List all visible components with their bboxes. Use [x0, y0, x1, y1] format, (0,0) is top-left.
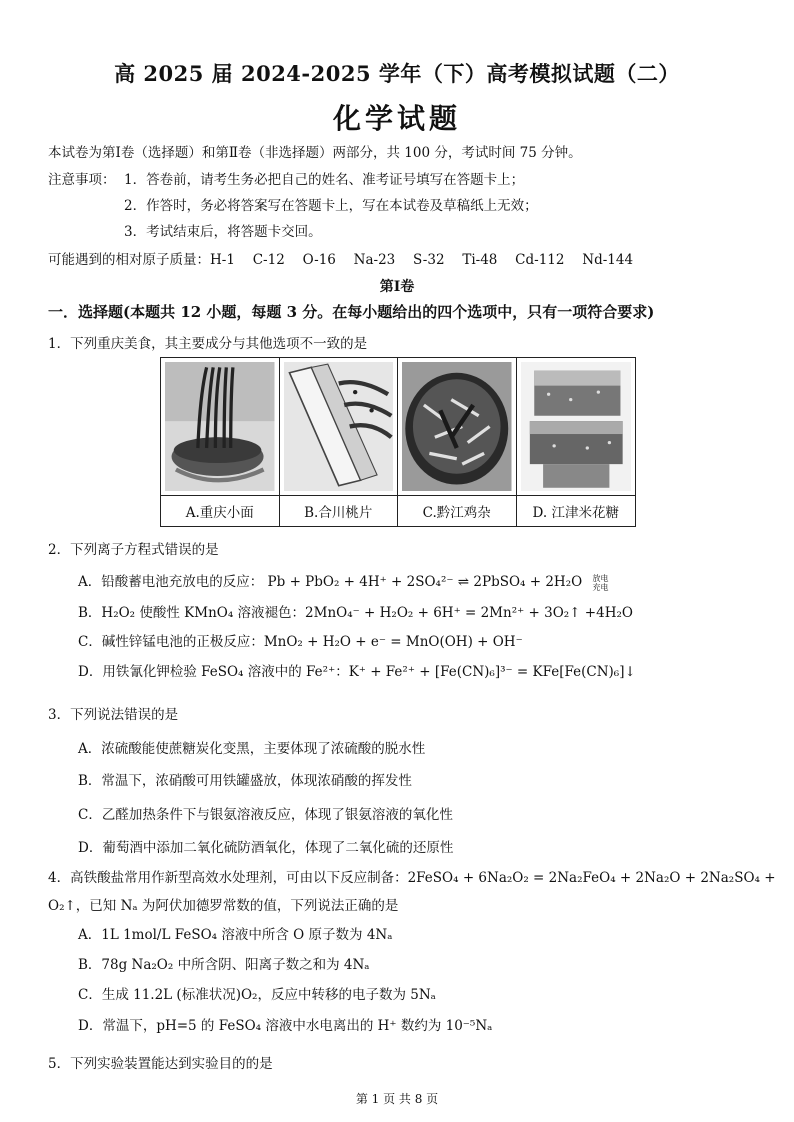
q3-stem: 3．下列说法错误的是: [48, 707, 179, 723]
q3-option-b: B．常温下，浓硝酸可用铁罐盛放，体现浓硝酸的挥发性: [78, 773, 412, 789]
q4-option-c: C．生成 11.2L (标准状况)O₂，反应中转移的电子数为 5Nₐ: [78, 987, 436, 1003]
notice-item-3: 3．考试结束后，将答题卡交回。: [124, 224, 322, 240]
q2-option-a: [78, 570, 608, 592]
arrow-bottom-label: 充电: [592, 582, 609, 592]
image-walnut-slices: [280, 358, 399, 496]
intro-line: 本试卷为第Ⅰ卷（选择题）和第Ⅱ卷（非选择题）两部分，共 100 分，考试时间 75 分钟。: [48, 145, 582, 161]
image-noodles: [161, 358, 280, 496]
image-chicken-giblets: [398, 358, 517, 496]
q4-option-b: B．78g Na₂O₂ 中所含阴、阳离子数之和为 4Nₐ: [78, 957, 370, 973]
q4-stem-1: 4．高铁酸盐常用作新型高效水处理剂，可由以下反应制备：2FeSO₄ + 6Na₂O₂ = 2Na₂FeO₄ + 2Na₂O + 2Na₂SO₄ +: [48, 870, 776, 886]
q1-stem: 1．下列重庆美食，其主要成分与其他选项不一致的是: [48, 336, 368, 352]
notice-item-2: 2．作答时，务必将答案写在答题卡上，写在本试卷及草稿纸上无效；: [124, 198, 538, 214]
page-footer: 第 1 页 共 8 页: [355, 1092, 439, 1106]
q4-stem-2: O₂↑，已知 Nₐ 为阿伏加德罗常数的值，下列说法正确的是: [48, 898, 399, 914]
section-heading: 一．选择题(本题共 12 小题，每题 3 分。在每小题给出的四个选项中，只有一项符合要求): [48, 303, 655, 321]
q2-a-label: A．铅酸蓄电池充放电的反应：: [78, 574, 264, 590]
notice-label: 注意事项：: [48, 172, 116, 188]
q2-option-d: D．用铁氰化钾检验 FeSO₄ 溶液中的 Fe²⁺：K⁺ + Fe²⁺ + [Fe(CN)₆]³⁻ = KFe[Fe(CN)₆]↓: [78, 664, 636, 680]
caption-a: A.重庆小面: [161, 496, 280, 526]
food-image-table: [160, 357, 636, 527]
image-rice-candy: [517, 358, 636, 496]
reaction-arrow-labels: [592, 574, 608, 592]
q3-option-d: D．葡萄酒中添加二氧化硫防酒氧化，体现了二氧化硫的还原性: [78, 840, 454, 856]
caption-b: B.合川桃片: [280, 496, 399, 526]
q2-a-equation: Pb + PbO₂ + 4H⁺ + 2SO₄²⁻ ⇌ 2PbSO₄ + 2H₂O: [267, 574, 583, 590]
subject-title: 化学试题: [332, 102, 461, 135]
q4-option-d: D．常温下，pH=5 的 FeSO₄ 溶液中水电离出的 H⁺ 数约为 10⁻⁵Nₐ: [78, 1018, 493, 1034]
atomic-masses: 可能遇到的相对原子质量：H-1 C-12 O-16 Na-23 S-32 Ti-48 Cd-112 Nd-144: [48, 252, 634, 268]
q2-stem: 2．下列离子方程式错误的是: [48, 542, 219, 558]
q5-stem: 5．下列实验装置能达到实验目的的是: [48, 1056, 273, 1072]
volume-heading: 第Ⅰ卷: [379, 279, 415, 295]
exam-title: 高 2025 届 2024-2025 学年（下）高考模拟试题（二）: [114, 61, 680, 86]
q2-option-c: C．碱性锌锰电池的正极反应：MnO₂ + H₂O + e⁻ = MnO(OH) + OH⁻: [78, 634, 523, 650]
q2-option-b: B．H₂O₂ 使酸性 KMnO₄ 溶液褪色：2MnO₄⁻ + H₂O₂ + 6H⁺ = 2Mn²⁺ + 3O₂↑ +4H₂O: [78, 605, 633, 621]
notice-item-1: 1．答卷前，请考生务必把自己的姓名、准考证号填写在答题卡上；: [124, 172, 525, 188]
caption-c: C.黔江鸡杂: [398, 496, 517, 526]
q3-option-a: A．浓硫酸能使蔗糖炭化变黑，主要体现了浓硫酸的脱水性: [78, 741, 426, 757]
q4-option-a: A．1L 1mol/L FeSO₄ 溶液中所含 O 原子数为 4Nₐ: [78, 927, 393, 943]
caption-d: D. 江津米花糖: [532, 505, 619, 521]
q3-option-c: C．乙醛加热条件下与银氨溶液反应，体现了银氨溶液的氧化性: [78, 807, 453, 823]
arrow-top-label: 放电: [592, 573, 609, 583]
